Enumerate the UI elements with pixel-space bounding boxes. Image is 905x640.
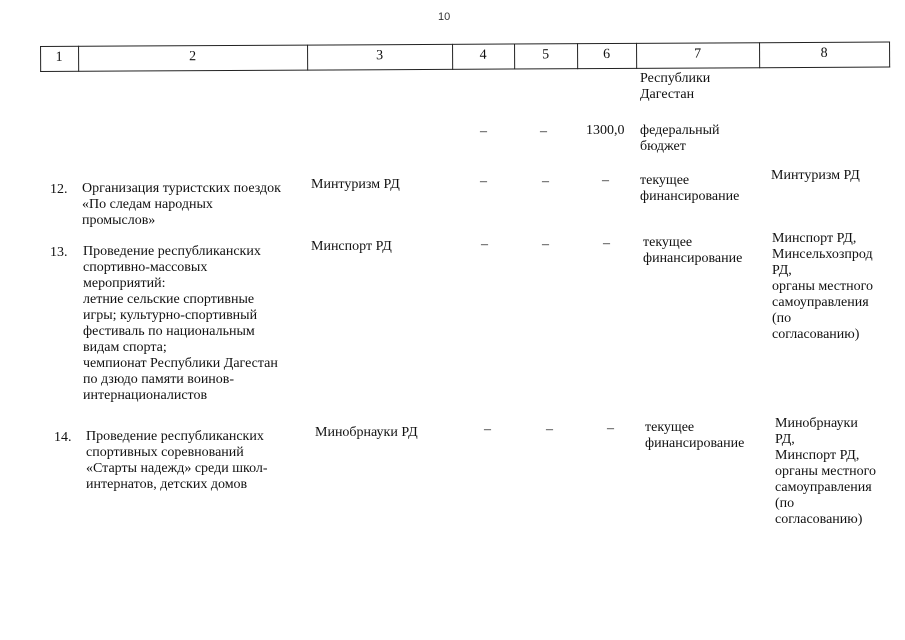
row-number: 12.: [50, 182, 68, 197]
table-header: [40, 34, 890, 74]
partners: Минтуризм РД: [771, 168, 860, 183]
header-col-3: 3: [376, 48, 384, 64]
executor: Минтуризм РД: [311, 177, 400, 192]
header-col-4: 4: [479, 47, 487, 63]
header-col-1: 1: [55, 49, 63, 65]
header-col-8: 8: [820, 45, 828, 61]
partners: Минобрнауки РД, Минспорт РД, органы местного самоуправления (по согласованию): [775, 416, 876, 527]
executor: Минобрнауки РД: [315, 425, 418, 440]
col6-value: –: [603, 236, 610, 251]
col4-cont: –: [480, 124, 487, 139]
executor: Минспорт РД: [311, 239, 392, 254]
amount-cont: 1300,0: [586, 123, 625, 138]
row-number: 14.: [54, 430, 72, 445]
funding-source-cont: Республики Дагестан: [640, 71, 711, 102]
col4-value: –: [480, 174, 487, 189]
col6-value: –: [607, 421, 614, 436]
header-col-6: 6: [603, 47, 611, 63]
event-name: Организация туристских поездок «По следам народных промыслов»: [82, 181, 281, 228]
col4-value: –: [484, 422, 491, 437]
page-number: 10: [438, 11, 451, 23]
col4-value: –: [481, 237, 488, 252]
event-name: Проведение республиканских спортивно-массовых мероприятий: летние сельские спортивные игры; культурно-спортивный фестиваль по национальным видам спорта; чемпионат Республики Дагестан по дзюдо памяти воинов- интернационалистов: [83, 244, 278, 403]
funding-source: текущее финансирование: [645, 420, 745, 451]
header-col-2: 2: [189, 49, 197, 65]
col5-cont: –: [540, 124, 547, 139]
header-col-5: 5: [542, 47, 550, 63]
funding-source: текущее финансирование: [643, 235, 743, 266]
event-name: Проведение республиканских спортивных соревнований «Старты надежд» среди школ- интернатов, детских домов: [86, 429, 268, 492]
funding-source: текущее финансирование: [640, 173, 740, 204]
col5-value: –: [542, 237, 549, 252]
col5-value: –: [546, 422, 553, 437]
header-divider: [889, 42, 890, 68]
funding-source-federal: федеральный бюджет: [640, 123, 720, 154]
partners: Минспорт РД, Минсельхозпрод РД, органы местного самоуправления (по согласованию): [772, 231, 873, 342]
col6-value: –: [602, 173, 609, 188]
header-bottom-border: [40, 67, 890, 72]
row-number: 13.: [50, 245, 68, 260]
header-col-7: 7: [694, 46, 702, 62]
col5-value: –: [542, 174, 549, 189]
